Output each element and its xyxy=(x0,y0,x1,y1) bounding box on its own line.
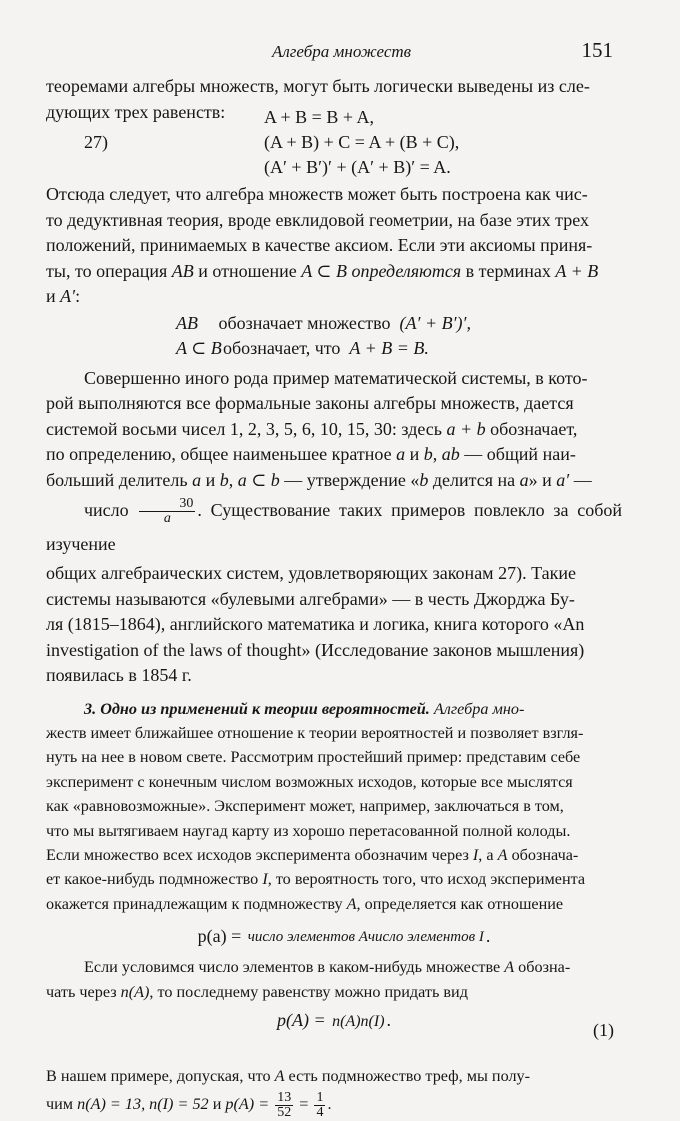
section-3-paragraph-3: В нашем примере, допуская, что A есть подмножество треф, мы полу- чим n(A) = 13, n(I) = 52 и p(A) = $\frac{13}{52}$ = $\frac{1}{4}$ . xyxy=(46,1067,531,1121)
running-title: Алгебра множеств xyxy=(272,42,412,61)
definition-2-rhs: A + B = B. xyxy=(349,337,429,358)
section-3-paragraph-2: Если условимся число элементов в каком-нибудь множестве A обозна- чать через n(A), то последнему равенству можно придать вид xyxy=(46,958,571,1001)
section-3-heading: 3. Одно из применений к теории вероятностей. xyxy=(84,699,430,718)
intro-paragraph: теоремами алгебры множеств, могут быть логически выведены из сле- дующих трех равенств: xyxy=(46,76,590,122)
definition-2-lhs: A ⊂ B xyxy=(176,337,222,358)
axioms-block xyxy=(46,105,622,180)
page-body xyxy=(46,74,622,1121)
axiom-3: (A′ + B′)′ + (A′ + B)′ = A. xyxy=(264,157,451,177)
page-header xyxy=(0,38,680,64)
probability-equation-1: p(A) = n(A)n(I) . (1) xyxy=(276,1010,614,1041)
section-3 xyxy=(46,697,622,1121)
page-number: 151 xyxy=(581,38,613,62)
definition-2-text: обозначает, что xyxy=(223,337,341,358)
axiom-1: A + B = B + A, xyxy=(264,107,374,127)
definition-1-rhs: (A′ + B′)′, xyxy=(399,312,471,333)
example-paragraph: Совершенно иного рода пример математической системы, в кото- рой выполняются все формальные законы алгебры множеств, дается системой восьми чисел 1, 2, 3, 5, 6, 10, 15, 30: здесь a + b обозначает, по определению, общее наименьшее кратное a и b, ab — общий наи- больший делитель a и b, a ⊂ b — утверждение «b делится на a» и a′ — число $\frac{30}{a}$ . Существование таких примеров повлекло за собой изучение общих алгебраических систем, удовлетворяющих законам 27). Такие системы называются «булевыми алгебрами» — в честь Джорджа Бу- ля (1815–1864), английского математика и логика, книга которого «An investigation of the laws of thought» (Исследование законов мышления) появилась в 1854 г. xyxy=(46,367,622,686)
equation-1-label: (1) xyxy=(593,1020,614,1041)
fraction-13-52: $\frac{13}{52}$ xyxy=(277,1089,292,1121)
definitions-block xyxy=(46,311,622,361)
deductive-paragraph: Отсюда следует, что алгебра множеств может быть построена как чис- то дедуктивная теория, вроде евклидовой геометрии, на базе этих трех положений, принимаемых в качестве аксиом. Если эти аксиомы приня- ты, то операция AB и отношение A ⊂ B определяются в терминах A + B и A′: xyxy=(46,184,599,306)
definition-1-text: обозначает множество xyxy=(218,312,391,333)
axioms-number: 27) xyxy=(84,132,108,152)
fraction-1-4: $\frac{1}{4}$ xyxy=(316,1089,324,1121)
fraction-30-over-a: $\frac{30}{a}$ xyxy=(139,497,195,527)
axiom-2: (A + B) + C = A + (B + C), xyxy=(264,132,460,152)
definition-1-lhs: AB xyxy=(176,312,198,333)
probability-definition-formula: p(a) = число элементов Aчисло элементов I . xyxy=(197,926,491,947)
section-3-paragraph-1: 3. Одно из применений к теории вероятностей. Алгебра мно- жеств имеет ближайшее отношение к теории вероятностей и позволяет взгля- нуть на нее в новом свете. Рассмотрим простейший пример: представим себе эксперимент с конечным числом возможных исходов, которые все мыслятся как «равновозможные». Эксперимент может, например, заключаться в том, что мы вытягиваем наугад карту из хорошо перетасованной полной колоды. Если множество всех исходов эксперимента обозначим через I, а A обознача- ет какое-нибудь подмножество I, то вероятность того, что исход эксперимента окажется принадлежащим к подмножеству A, определяется как отношение xyxy=(46,699,586,913)
